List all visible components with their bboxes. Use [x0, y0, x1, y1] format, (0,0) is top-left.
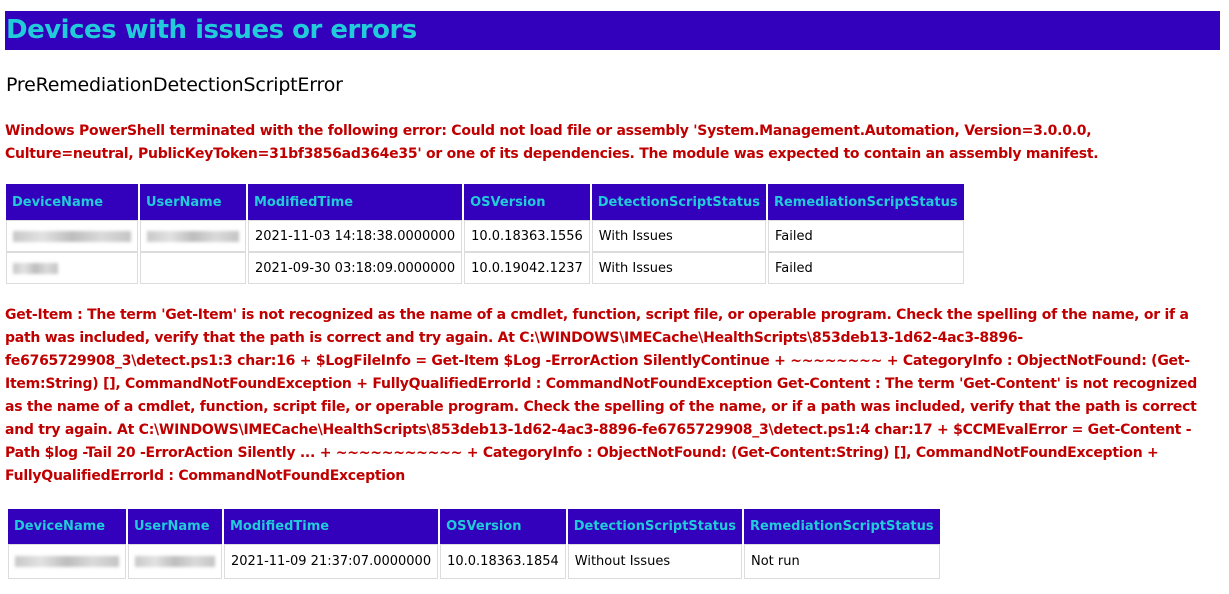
column-header-detectionscriptstatus: DetectionScriptStatus — [568, 509, 742, 544]
table-row — [8, 544, 940, 579]
detection-status-cell: Without Issues — [568, 544, 742, 579]
error-message: Get-Item : The term 'Get-Item' is not recognized as the name of a cmdlet, function, script file, or operable program. Check the spelling of the name, or if a path was included, verify that the path is correct and try again. At C:\WINDOWS\IMECache\HealthScripts\853deb13-1d62-4ac3-8896-fe6765729908_3\detect.ps1:3 char:16 + $LogFileInfo = Get-Item $Log -ErrorAction SilentlyContinue + ~~~~~~~~ + CategoryInfo : ObjectNotFound: (Get-Item:String) [], CommandNotFoundException + FullyQualifiedErrorId : CommandNotFoundException Get-Content : The term 'Get-Content' is not recognized as the name of a cmdlet, function, script file, or operable program. Check the spelling of the name, or if a path was included, verify that the path is correct and try again. At C:\WINDOWS\IMECache\HealthScripts\853deb13-1d62-4ac3-8896-fe6765729908_3\detect.ps1:4 char:17 + $CCMEvalError = Get-Content -Path $log -Tail 20 -ErrorAction Silently ... + ~~~~~~~~~~~ + CategoryInfo : ObjectNotFound: (Get-Content:String) [], CommandNotFoundException + FullyQualifiedErrorId : CommandNotFoundException — [5, 307, 1197, 484]
device-name-cell — [6, 220, 138, 252]
column-header-devicename: DeviceName — [6, 184, 138, 220]
table-row — [6, 252, 964, 284]
column-header-username: UserName — [140, 184, 246, 220]
os-version-cell: 10.0.19042.1237 — [464, 252, 590, 284]
detection-status-cell: With Issues — [592, 252, 766, 284]
column-header-remediationscriptstatus: RemediationScriptStatus — [768, 184, 964, 220]
os-version-cell: 10.0.18363.1854 — [440, 544, 566, 579]
column-header-osversion: OSVersion — [440, 509, 566, 544]
column-header-remediationscriptstatus: RemediationScriptStatus — [744, 509, 940, 544]
remediation-status-cell: Not run — [744, 544, 940, 579]
device-name-cell — [8, 544, 126, 579]
modified-time-cell: 2021-11-03 14:18:38.0000000 — [248, 220, 462, 252]
redacted-device-name — [15, 556, 119, 567]
detection-status-cell: With Issues — [592, 220, 766, 252]
devices-table — [4, 184, 966, 284]
devices-table — [6, 509, 942, 579]
column-header-modifiedtime: ModifiedTime — [248, 184, 462, 220]
modified-time-cell: 2021-09-30 03:18:09.0000000 — [248, 252, 462, 284]
user-name-cell — [140, 220, 246, 252]
section-heading: PreRemediationDetectionScriptError — [6, 74, 343, 96]
column-header-modifiedtime: ModifiedTime — [224, 509, 438, 544]
table-header-row — [8, 509, 940, 544]
table-row — [6, 220, 964, 252]
os-version-cell: 10.0.18363.1556 — [464, 220, 590, 252]
device-name-cell — [6, 252, 138, 284]
redacted-device-name — [13, 263, 58, 274]
modified-time-cell: 2021-11-09 21:37:07.0000000 — [224, 544, 438, 579]
user-name-cell — [140, 252, 246, 284]
report-banner: Devices with issues or errors — [5, 11, 1220, 50]
remediation-status-cell: Failed — [768, 220, 964, 252]
remediation-status-cell: Failed — [768, 252, 964, 284]
column-header-osversion: OSVersion — [464, 184, 590, 220]
user-name-cell — [128, 544, 222, 579]
column-header-detectionscriptstatus: DetectionScriptStatus — [592, 184, 766, 220]
redacted-user-name — [135, 556, 215, 567]
error-message: Windows PowerShell terminated with the following error: Could not load file or assembly 'System.Management.Automation, Version=3.0.0.0, Culture=neutral, PublicKeyToken=31bf3856ad364e35' or one of its dependencies. The module was expected to contain an assembly manifest. — [5, 123, 1099, 162]
table-header-row — [6, 184, 964, 220]
column-header-username: UserName — [128, 509, 222, 544]
column-header-devicename: DeviceName — [8, 509, 126, 544]
redacted-device-name — [13, 231, 131, 242]
redacted-user-name — [147, 231, 239, 242]
